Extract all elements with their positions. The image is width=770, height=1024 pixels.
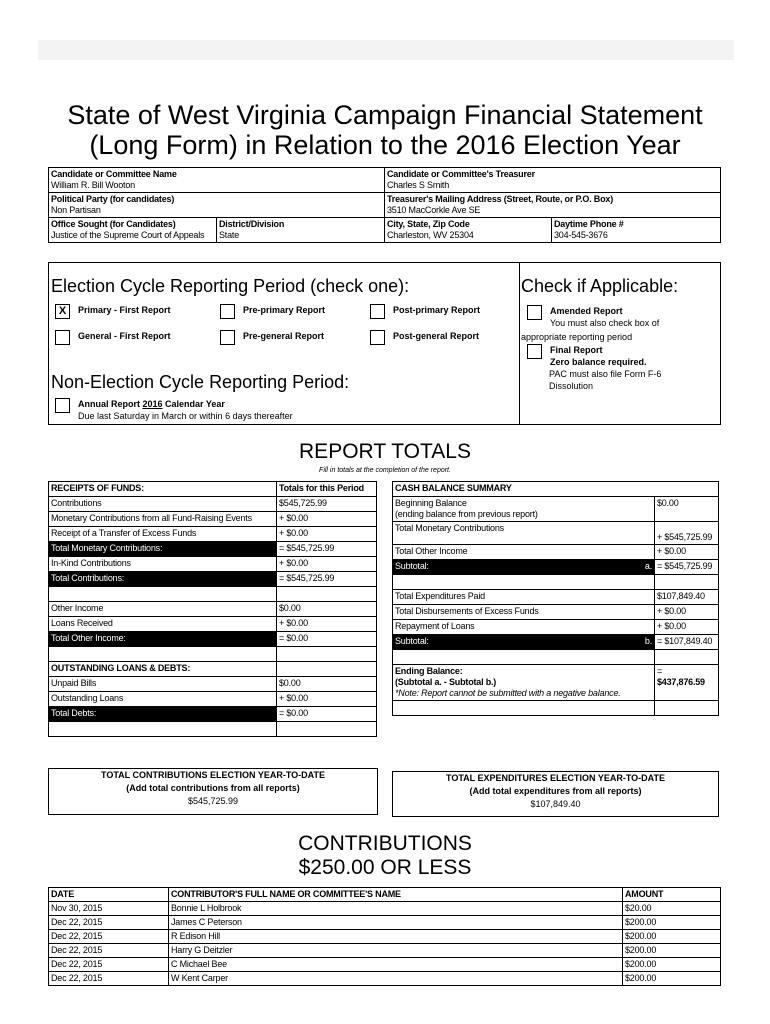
receipts-table bbox=[48, 481, 377, 737]
total-other-income-label: Total Other Income: bbox=[49, 632, 277, 647]
subtotal-a-letter: a. bbox=[644, 561, 652, 571]
amended-note-2: appropriate reporting period bbox=[521, 332, 633, 342]
primary-first-checkbox[interactable]: X bbox=[55, 304, 70, 319]
treasurer-value: Charles S Smith bbox=[387, 180, 450, 190]
candidate-label: Candidate or Committee Name bbox=[51, 169, 177, 179]
contribution-date: Dec 22, 2015 bbox=[49, 958, 169, 972]
table-row bbox=[49, 930, 721, 944]
subtotal-b-label: Subtotal: bbox=[395, 636, 429, 646]
beginning-sub: (ending balance from previous report) bbox=[395, 509, 538, 519]
spacer-cell bbox=[277, 647, 377, 662]
cash-monetary-amount: + $545,725.99 bbox=[655, 522, 719, 545]
total-contrib-ytd-amount: $545,725.99 bbox=[187, 796, 239, 806]
annual-report-label: Annual Report bbox=[78, 399, 143, 409]
primary-first-option[interactable] bbox=[55, 304, 171, 319]
loans-received-amount: + $0.00 bbox=[277, 617, 377, 632]
total-contrib-ytd-title: TOTAL CONTRIBUTIONS ELECTION YEAR-TO-DATE bbox=[100, 770, 325, 780]
col-name: CONTRIBUTOR'S FULL NAME OR COMMITTEE'S NAME bbox=[169, 888, 623, 902]
outstanding-loans-amount: + $0.00 bbox=[277, 692, 377, 707]
amended-note-2-wrap bbox=[521, 331, 632, 343]
post-primary-checkbox[interactable] bbox=[370, 304, 385, 319]
subtotal-b-cell bbox=[393, 635, 655, 650]
contributions-table bbox=[48, 887, 721, 986]
cash-monetary-label: Total Monetary Contributions bbox=[393, 522, 655, 545]
contribution-date: Dec 22, 2015 bbox=[49, 916, 169, 930]
spacer-cell bbox=[277, 722, 377, 737]
subtotal-a-label: Subtotal: bbox=[395, 561, 429, 571]
ending-balance-cell bbox=[393, 665, 655, 701]
ending-sub: (Subtotal a. - Subtotal b.) bbox=[395, 677, 497, 687]
phone-value: 304-545-3676 bbox=[554, 230, 608, 240]
phone-label: Daytime Phone # bbox=[554, 219, 624, 229]
expenditures-paid-label: Total Expenditures Paid bbox=[393, 590, 655, 605]
contributions-label: Contributions bbox=[49, 497, 277, 512]
other-income-amount: $0.00 bbox=[277, 602, 377, 617]
total-contributions-ytd-box bbox=[48, 768, 378, 815]
applicable-title: Check if Applicable: bbox=[521, 276, 679, 296]
annual-report-suffix: Calendar Year bbox=[162, 399, 225, 409]
district-cell bbox=[217, 218, 385, 243]
contribution-amount: $200.00 bbox=[623, 958, 721, 972]
pre-primary-option[interactable] bbox=[220, 304, 325, 319]
final-report-checkbox[interactable] bbox=[527, 344, 542, 359]
ending-amount-cell bbox=[655, 665, 719, 701]
spacer-cell bbox=[655, 650, 719, 665]
final-note-2: PAC must also file Form F-6 bbox=[549, 369, 662, 379]
office-cell bbox=[49, 218, 217, 243]
total-debts-amount: = $0.00 bbox=[277, 707, 377, 722]
pre-general-checkbox[interactable] bbox=[220, 330, 235, 345]
top-bar bbox=[38, 40, 734, 60]
beginning-amount: $0.00 bbox=[655, 497, 719, 522]
spacer-cell bbox=[655, 575, 719, 590]
spacer-cell bbox=[49, 587, 277, 602]
non-election-title: Non-Election Cycle Reporting Period: bbox=[51, 372, 350, 392]
ending-label: Ending Balance: bbox=[395, 666, 463, 676]
contribution-amount: $200.00 bbox=[623, 916, 721, 930]
inkind-amount: + $0.00 bbox=[277, 557, 377, 572]
subtotal-a-amount: = $545,725.99 bbox=[655, 560, 719, 575]
annual-report-checkbox[interactable] bbox=[55, 398, 70, 413]
period-divider bbox=[519, 263, 520, 424]
city-label: City, State, Zip Code bbox=[387, 219, 470, 229]
contribution-date: Dec 22, 2015 bbox=[49, 972, 169, 986]
final-report-option[interactable] bbox=[527, 344, 647, 368]
repayment-label: Repayment of Loans bbox=[393, 620, 655, 635]
total-expend-ytd-title: TOTAL EXPENDITURES ELECTION YEAR-TO-DATE bbox=[445, 773, 666, 783]
annual-report-option[interactable] bbox=[55, 398, 293, 422]
disbursements-amount: + $0.00 bbox=[655, 605, 719, 620]
contribution-name: R Edison Hill bbox=[169, 930, 623, 944]
contribution-name: W Kent Carper bbox=[169, 972, 623, 986]
post-general-checkbox[interactable] bbox=[370, 330, 385, 345]
pre-primary-label: Pre-primary Report bbox=[243, 305, 326, 315]
table-row bbox=[49, 944, 721, 958]
spacer-cell bbox=[393, 575, 655, 590]
amended-report-checkbox[interactable] bbox=[527, 305, 542, 320]
mailing-label: Treasurer's Mailing Address (Street, Route, or P.O. Box) bbox=[387, 194, 614, 204]
election-cycle-title: Election Cycle Reporting Period (check one): bbox=[51, 276, 410, 296]
fundraising-amount: + $0.00 bbox=[277, 512, 377, 527]
office-label: Office Sought (for Candidates) bbox=[51, 219, 176, 229]
title-line-1: State of West Virginia Campaign Financial Statement bbox=[67, 100, 703, 130]
total-expend-ytd-note: (Add total expenditures from all reports) bbox=[469, 786, 642, 796]
col-amount: AMOUNT bbox=[623, 888, 721, 902]
contributions-subtitle: $250.00 OR LESS bbox=[298, 856, 472, 879]
unpaid-bills-amount: $0.00 bbox=[277, 677, 377, 692]
repayment-amount: + $0.00 bbox=[655, 620, 719, 635]
annual-report-due-note: Due last Saturday in March or within 6 days thereafter bbox=[78, 411, 293, 421]
ending-eq: = bbox=[657, 666, 663, 676]
reporting-period-box bbox=[48, 262, 721, 425]
spacer-cell bbox=[393, 701, 655, 716]
general-first-label: General - First Report bbox=[78, 331, 171, 341]
ending-amount: $437,876.59 bbox=[657, 677, 705, 687]
report-totals-title: REPORT TOTALS bbox=[299, 440, 471, 463]
party-label: Political Party (for candidates) bbox=[51, 194, 175, 204]
outstanding-loans-label: Outstanding Loans bbox=[49, 692, 277, 707]
total-contrib-ytd-note: (Add total contributions from all reports) bbox=[126, 783, 300, 793]
transfer-label: Receipt of a Transfer of Excess Funds bbox=[49, 527, 277, 542]
candidate-value: William R. Bill Wooton bbox=[51, 180, 135, 190]
cash-other-amount: + $0.00 bbox=[655, 545, 719, 560]
outstanding-header: OUTSTANDING LOANS & DEBTS: bbox=[49, 662, 277, 677]
mailing-cell bbox=[385, 193, 721, 218]
contribution-name: Bonnie L Holbrook bbox=[169, 902, 623, 916]
city-cell bbox=[385, 218, 552, 243]
total-expenditures-ytd-box bbox=[392, 771, 719, 817]
contribution-amount: $200.00 bbox=[623, 930, 721, 944]
general-first-option[interactable] bbox=[55, 330, 171, 345]
table-row bbox=[49, 972, 721, 986]
post-primary-option[interactable] bbox=[370, 304, 480, 319]
city-value: Charleston, WV 25304 bbox=[387, 230, 474, 240]
final-notes-wrap bbox=[549, 368, 661, 392]
table-row bbox=[49, 958, 721, 972]
spacer-cell bbox=[393, 650, 655, 665]
final-note-3: Dissolution bbox=[549, 381, 594, 391]
receipts-header: RECEIPTS OF FUNDS: bbox=[49, 482, 277, 497]
cash-other-label: Total Other Income bbox=[393, 545, 655, 560]
party-cell bbox=[49, 193, 385, 218]
contribution-date: Dec 22, 2015 bbox=[49, 930, 169, 944]
total-debts-label: Total Debts: bbox=[49, 707, 277, 722]
primary-first-label: Primary - First Report bbox=[78, 305, 171, 315]
phone-cell bbox=[552, 218, 721, 243]
contributions-amount: $545,725.99 bbox=[277, 497, 377, 512]
pre-primary-checkbox[interactable] bbox=[220, 304, 235, 319]
contribution-name: C Michael Bee bbox=[169, 958, 623, 972]
pre-general-label: Pre-general Report bbox=[243, 331, 325, 341]
beginning-balance-cell bbox=[393, 497, 655, 522]
total-other-income-amount: = $0.00 bbox=[277, 632, 377, 647]
other-income-label: Other Income bbox=[49, 602, 277, 617]
post-general-option[interactable] bbox=[370, 330, 479, 345]
page-title bbox=[40, 100, 730, 160]
spacer-cell bbox=[655, 701, 719, 716]
fundraising-label: Monetary Contributions from all Fund-Raising Events bbox=[49, 512, 277, 527]
total-expend-ytd-amount: $107,849.40 bbox=[530, 799, 581, 809]
total-monetary-label: Total Monetary Contributions: bbox=[49, 542, 277, 557]
transfer-amount: + $0.00 bbox=[277, 527, 377, 542]
contribution-date: Dec 22, 2015 bbox=[49, 944, 169, 958]
subtotal-a-cell bbox=[393, 560, 655, 575]
final-report-label: Final Report bbox=[550, 345, 603, 355]
contribution-amount: $200.00 bbox=[623, 944, 721, 958]
ending-note: *Note: Report cannot be submitted with a negative balance. bbox=[395, 688, 621, 698]
inkind-label: In-Kind Contributions bbox=[49, 557, 277, 572]
total-contributions-label: Total Contributions: bbox=[49, 572, 277, 587]
contribution-amount: $200.00 bbox=[623, 972, 721, 986]
beginning-label: Beginning Balance bbox=[395, 498, 467, 508]
final-note-1: Zero balance required. bbox=[550, 357, 647, 367]
contributions-title: CONTRIBUTIONS bbox=[298, 832, 472, 855]
title-line-2: (Long Form) in Relation to the 2016 Election Year bbox=[89, 130, 681, 160]
outstanding-header-amount bbox=[277, 662, 377, 677]
candidate-cell bbox=[49, 168, 385, 193]
cash-balance-table bbox=[392, 481, 719, 716]
pre-general-option[interactable] bbox=[220, 330, 324, 345]
amended-report-option[interactable] bbox=[527, 305, 659, 329]
unpaid-bills-label: Unpaid Bills bbox=[49, 677, 277, 692]
subtotal-b-letter: b. bbox=[644, 636, 652, 646]
expenditures-paid-amount: $107,849.40 bbox=[655, 590, 719, 605]
table-row bbox=[49, 902, 721, 916]
cash-header: CASH BALANCE SUMMARY bbox=[393, 482, 719, 497]
report-totals-note: Fill in totals at the completion of the report. bbox=[319, 467, 451, 474]
disbursements-label: Total Disbursements of Excess Funds bbox=[393, 605, 655, 620]
post-general-label: Post-general Report bbox=[393, 331, 480, 341]
district-value: State bbox=[219, 230, 240, 240]
annual-report-year: 2016 bbox=[142, 399, 163, 409]
contribution-amount: $20.00 bbox=[623, 902, 721, 916]
subtotal-b-amount: = $107,849.40 bbox=[655, 635, 719, 650]
party-value: Non Partisan bbox=[51, 205, 101, 215]
contribution-date: Nov 30, 2015 bbox=[49, 902, 169, 916]
total-contributions-amount: = $545,725.99 bbox=[277, 572, 377, 587]
total-monetary-amount: = $545,725.99 bbox=[277, 542, 377, 557]
post-primary-label: Post-primary Report bbox=[393, 305, 481, 315]
candidate-info-table bbox=[48, 167, 721, 243]
treasurer-cell bbox=[385, 168, 721, 193]
mailing-value: 3510 MacCorkle Ave SE bbox=[387, 205, 481, 215]
spacer-cell bbox=[49, 647, 277, 662]
contribution-name: James C Peterson bbox=[169, 916, 623, 930]
loans-received-label: Loans Received bbox=[49, 617, 277, 632]
general-first-checkbox[interactable] bbox=[55, 330, 70, 345]
spacer-cell bbox=[49, 722, 277, 737]
receipts-header-amount: Totals for this Period bbox=[277, 482, 377, 497]
district-label: District/Division bbox=[219, 219, 285, 229]
amended-note-1: You must also check box of bbox=[550, 318, 660, 328]
table-row bbox=[49, 916, 721, 930]
treasurer-label: Candidate or Committee's Treasurer bbox=[387, 169, 535, 179]
col-date: DATE bbox=[49, 888, 169, 902]
contribution-name: Harry G Deitzler bbox=[169, 944, 623, 958]
office-value: Justice of the Supreme Court of Appeals bbox=[51, 230, 205, 240]
spacer-cell bbox=[277, 587, 377, 602]
amended-report-label: Amended Report bbox=[550, 306, 623, 316]
